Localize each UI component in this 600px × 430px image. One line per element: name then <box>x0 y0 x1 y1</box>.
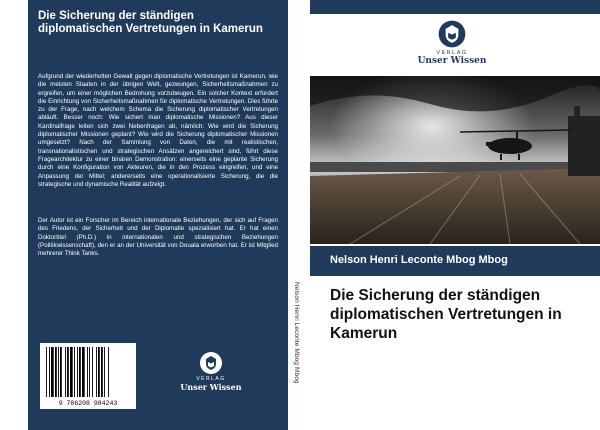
spine-author: Nelson Henri Leconte Mbog Mbog <box>293 282 300 384</box>
front-title: Die Sicherung der ständigen diplomatischen Vertretungen in Kamerun <box>330 287 562 342</box>
shield-book-logo-icon <box>200 352 222 374</box>
back-logo-name: Unser Wissen <box>180 382 242 392</box>
back-title: Die Sicherung der ständigen diplomatischen Vertretungen in Kamerun <box>38 10 263 35</box>
author-bar <box>310 246 600 276</box>
barcode-icon <box>40 343 136 409</box>
back-abstract: Aufgrund der wiederholten Gewalt gegen diplomatische Vertretungen ist Kamerun, wie die meisten Staaten in der übrigen Welt, gezwungen, Sicherheitsmaßnahmen zu ergreifen, um einer möglichen Bedrohung vorzubeugen. Ein solcher Kontext erfordert die Einrichtung von Sicherheitsmaßnahmen für diplomatische Vertretungen. Dies führte zu der Frage, nach welchem Schema die Sicherung diplomatischer Vertretungen abläuft. Besser noch: Wie sichert man diplomatische Missionen? Aus dieser Kardinalfrage leiten sich zwei Nebenfragen ab, nämlich: Wie wird die Sicherung diplomatischer Missionen geplant? Wie wird die Sicherung diplomatischer Missionen umgesetzt? Nach der Sammlung von Daten, die mit realistischen, transnationalistischen und strategischen Ansätzen angereichert sind, führt diese Fragearchitektur zu einer binären Demonstration: einerseits eine geplante Sicherung durch eine Konfiguration von Akteuren, die in den Prozess eingreifen, und eine Anpassung der Mittel; andererseits eine operationalisierte Sicherung, die die strategische und dynamische Realität aufzeigt. <box>38 73 278 188</box>
back-logo-verlag: VERLAG <box>196 376 226 382</box>
isbn-barcode <box>40 343 136 409</box>
isbn-digits: 9 786208 984243 <box>58 400 118 407</box>
front-logo-verlag: VERLAG <box>436 50 468 56</box>
front-publisher-logo <box>412 20 492 66</box>
front-author: Nelson Henri Leconte Mbog Mbog <box>330 254 508 266</box>
shield-book-logo-icon <box>438 20 466 48</box>
back-cover <box>28 0 288 430</box>
front-logo-name: Unser Wissen <box>417 56 487 66</box>
back-publisher-logo <box>176 352 246 402</box>
cover-photo <box>310 76 600 244</box>
front-top-bar <box>310 0 600 14</box>
helicopter-on-carrier-deck-icon <box>310 76 600 244</box>
author-bio: Der Autor ist ein Forscher im Bereich internationale Beziehungen, der sich auf Fragen des Friedens, der Sicherheit und der Diplomatie spezialisiert hat. Er hat einen Doktortitel (Ph.D.) in internationalen und strategischen Beziehungen (Politikwissenschaft), den er an der Universität von Douala erworben hat. Er ist Mitglied mehrerer Think Tanks. <box>38 217 278 258</box>
